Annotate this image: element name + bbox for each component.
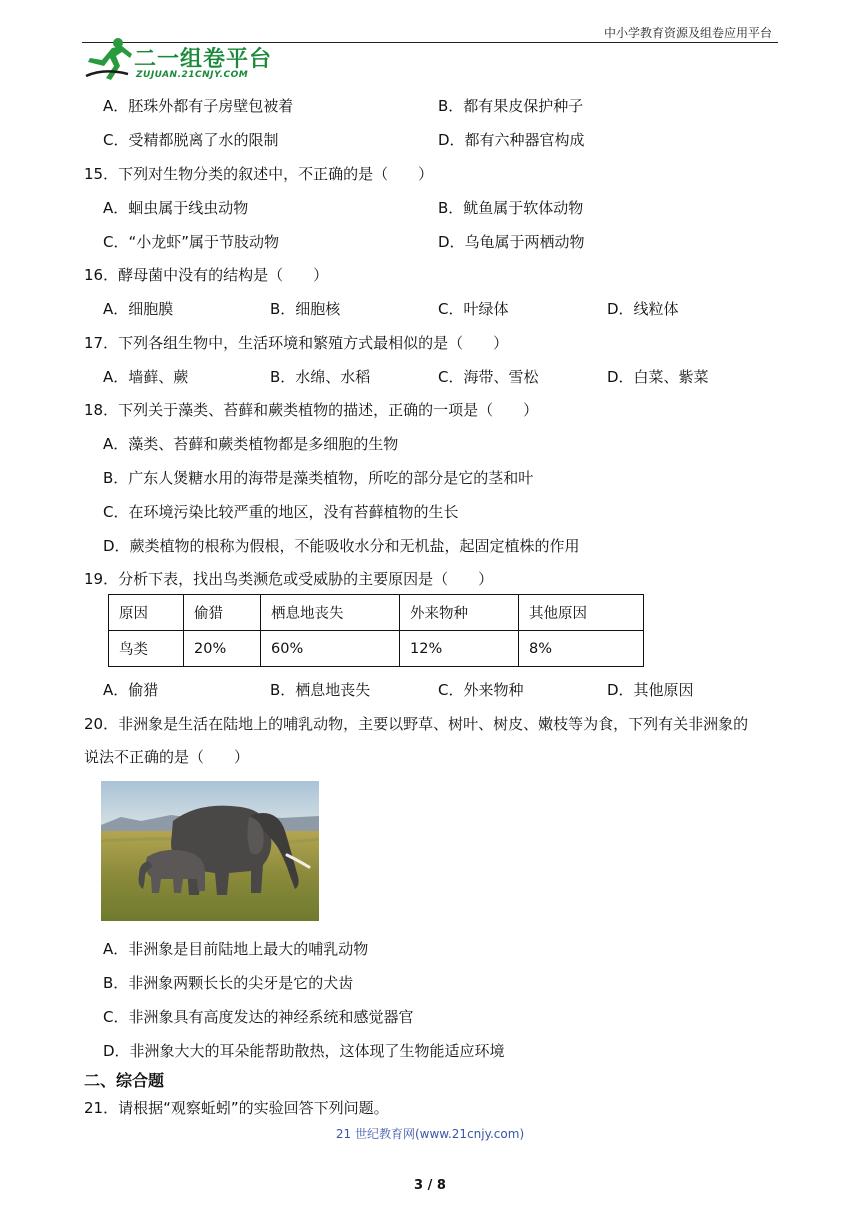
q17-option-a: A．墙藓、蕨 (103, 368, 189, 386)
table-cell: 鸟类 (109, 631, 184, 667)
q14-option-b: B．都有果皮保护种子 (438, 97, 584, 115)
q14-option-a: A．胚珠外都有子房壁包被着 (103, 97, 294, 115)
elephant-photo (101, 781, 319, 921)
source-footer: 21 世纪教育网(www.21cnjy.com) (335, 1127, 525, 1141)
q20-option-d: D．非洲象大大的耳朵能帮助散热，这体现了生物能适应环境 (103, 1042, 505, 1060)
table-header-row (109, 595, 644, 631)
q20-option-a: A．非洲象是目前陆地上最大的哺乳动物 (103, 940, 369, 958)
runner-logo-icon (84, 36, 134, 82)
logo (84, 36, 274, 82)
q15-option-c: C．“小龙虾”属于节肢动物 (103, 233, 280, 251)
q16-option-d: D．线粒体 (607, 300, 679, 318)
bird-threat-table (108, 594, 644, 667)
q20-stem-line1: 20．非洲象是生活在陆地上的哺乳动物，主要以野草、树叶、树皮、嫩枝等为食，下列有关非洲象的 (84, 715, 749, 733)
table-cell: 栖息地丧失 (261, 595, 400, 631)
q17-option-d: D．白菜、紫菜 (607, 368, 709, 386)
logo-text: 二一组卷平台 (134, 47, 273, 72)
q17-stem: 17．下列各组生物中，生活环境和繁殖方式最相似的是（ ） (84, 334, 509, 352)
q16-option-a: A．细胞膜 (103, 300, 174, 318)
q15-stem: 15．下列对生物分类的叙述中，不正确的是（ ） (84, 165, 434, 183)
table-row (109, 631, 644, 667)
logo-subtext: ZUJUAN.21CNJY.COM (136, 70, 249, 80)
q16-option-b: B．细胞核 (270, 300, 341, 318)
platform-name: 中小学教育资源及组卷应用平台 (603, 26, 772, 40)
q20-option-c: C．非洲象具有高度发达的神经系统和感觉器官 (103, 1008, 414, 1026)
section-title: 二、综合题 (84, 1071, 165, 1090)
q20-option-b: B．非洲象两颗长长的尖牙是它的犬齿 (103, 974, 354, 992)
q18-option-a: A．藻类、苔藓和蕨类植物都是多细胞的生物 (103, 435, 399, 453)
table-cell: 原因 (109, 595, 184, 631)
table-cell: 12% (400, 631, 519, 667)
q19-option-a: A．偷猎 (103, 681, 159, 699)
table-cell: 偷猎 (184, 595, 261, 631)
q14-option-c: C．受精都脱离了水的限制 (103, 131, 279, 149)
table-cell: 8% (519, 631, 644, 667)
q18-option-b: B．广东人煲糖水用的海带是藻类植物，所吃的部分是它的茎和叶 (103, 469, 534, 487)
table-cell: 其他原因 (519, 595, 644, 631)
q15-option-d: D．乌龟属于两栖动物 (438, 233, 585, 251)
q19-option-c: C．外来物种 (438, 681, 524, 699)
page-number: 3 / 8 (414, 1178, 446, 1193)
q19-option-d: D．其他原因 (607, 681, 694, 699)
q18-option-c: C．在环境污染比较严重的地区，没有苔藓植物的生长 (103, 503, 459, 521)
q17-option-b: B．水绵、水稻 (270, 368, 371, 386)
q17-option-c: C．海带、雪松 (438, 368, 539, 386)
table-cell: 20% (184, 631, 261, 667)
q18-stem: 18．下列关于藻类、苔藓和蕨类植物的描述，正确的一项是（ ） (84, 401, 539, 419)
table-cell: 60% (261, 631, 400, 667)
q14-option-d: D．都有六种器官构成 (438, 131, 585, 149)
q16-stem: 16．酵母菌中没有的结构是（ ） (84, 266, 329, 284)
q20-stem-line2: 说法不正确的是（ ） (84, 748, 250, 766)
q18-option-d: D．蕨类植物的根称为假根，不能吸收水分和无机盐，起固定植株的作用 (103, 537, 580, 555)
q19-stem: 19．分析下表，找出鸟类濒危或受威胁的主要原因是（ ） (84, 570, 494, 588)
q19-option-b: B．栖息地丧失 (270, 681, 371, 699)
q21-stem: 21．请根据“观察蚯蚓”的实验回答下列问题。 (84, 1099, 389, 1117)
q15-option-b: B．鱿鱼属于软体动物 (438, 199, 584, 217)
q15-option-a: A．蛔虫属于线虫动物 (103, 199, 249, 217)
table-cell: 外来物种 (400, 595, 519, 631)
q16-option-c: C．叶绿体 (438, 300, 509, 318)
